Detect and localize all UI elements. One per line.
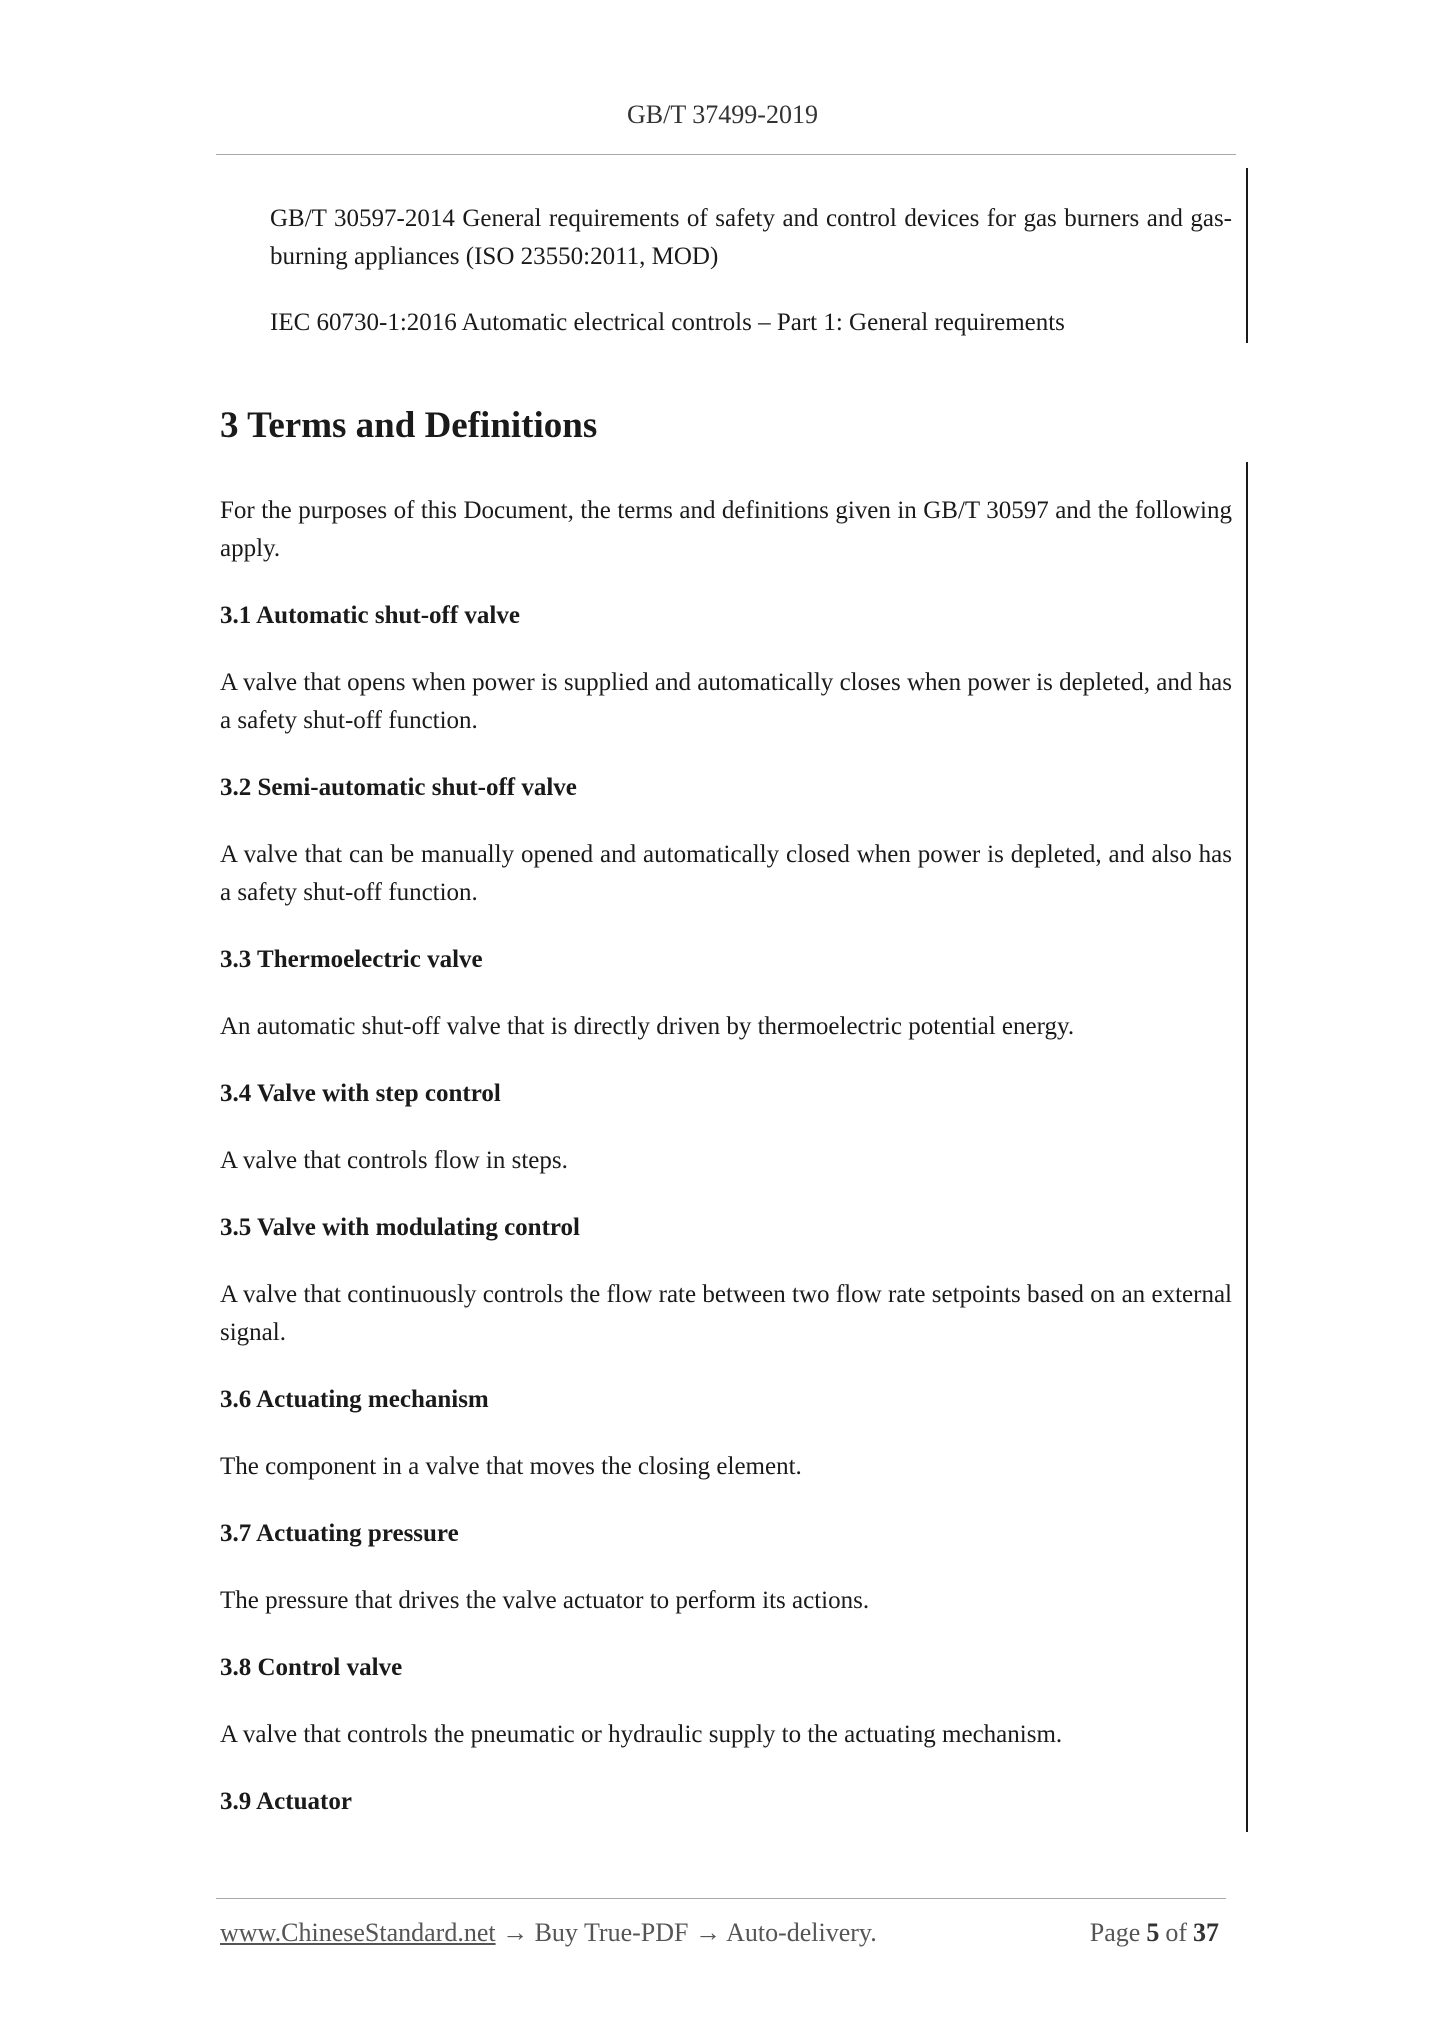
term-definition: A valve that can be manually opened and automatically closed when power is depleted, and also has a safety shut-off function. — [220, 841, 1232, 906]
reference-entry: GB/T 30597-2014 General requirements of safety and control devices for gas burners and gas-burning appliances (ISO 23550:2011, MOD) — [270, 205, 1232, 270]
revision-bar — [1246, 168, 1248, 343]
arrow-icon: → — [502, 1918, 529, 1947]
section-intro: For the purposes of this Document, the terms and definitions given in GB/T 30597 and the following apply. — [220, 497, 1232, 562]
footer-divider — [216, 1898, 1226, 1899]
term-title: 3.3 Thermoelectric valve — [220, 946, 483, 973]
term-title: 3.6 Actuating mechanism — [220, 1386, 489, 1413]
header-divider — [216, 154, 1236, 155]
term-definition: A valve that continuously controls the flow rate between two flow rate setpoints based on an external signal. — [220, 1281, 1232, 1346]
footer-links — [220, 1918, 877, 1948]
term-definition: A valve that controls flow in steps. — [220, 1147, 568, 1174]
reference-entry: IEC 60730-1:2016 Automatic electrical controls – Part 1: General requirements — [270, 309, 1065, 336]
page-total: 37 — [1193, 1918, 1219, 1947]
page-indicator — [1090, 1918, 1225, 1948]
term-definition: A valve that opens when power is supplied and automatically closes when power is depleted, and has a safety shut-off function. — [220, 669, 1232, 734]
term-title: 3.8 Control valve — [220, 1654, 403, 1681]
revision-bar — [1246, 462, 1248, 1832]
normative-references — [220, 200, 1232, 370]
page-label: Page — [1089, 1918, 1141, 1947]
buy-true-pdf-text: Buy True-PDF — [534, 1918, 689, 1947]
document-header: GB/T 37499-2019 — [627, 100, 818, 129]
term-definition: A valve that controls the pneumatic or hydraulic supply to the actuating mechanism. — [220, 1721, 1063, 1748]
auto-delivery-text: Auto-delivery. — [726, 1918, 877, 1947]
term-title: 3.1 Automatic shut-off valve — [220, 602, 520, 629]
section-heading: 3 Terms and Definitions — [220, 405, 598, 446]
term-title: 3.9 Actuator — [220, 1788, 352, 1815]
term-title: 3.5 Valve with modulating control — [220, 1214, 580, 1241]
term-definition: The pressure that drives the valve actuator to perform its actions. — [220, 1587, 870, 1614]
term-title: 3.7 Actuating pressure — [220, 1520, 459, 1547]
site-link[interactable]: www.ChineseStandard.net — [220, 1918, 496, 1947]
section-3 — [220, 400, 1232, 452]
term-definition: An automatic shut-off valve that is directly driven by thermoelectric potential energy. — [220, 1013, 1075, 1040]
page-number: 5 — [1146, 1918, 1160, 1947]
definitions-list — [220, 492, 1232, 1850]
term-definition: The component in a valve that moves the closing element. — [220, 1453, 802, 1480]
arrow-icon: → — [695, 1918, 721, 1947]
term-title: 3.2 Semi-automatic shut-off valve — [220, 774, 577, 801]
term-title: 3.4 Valve with step control — [220, 1080, 501, 1107]
of-label: of — [1165, 1918, 1187, 1947]
